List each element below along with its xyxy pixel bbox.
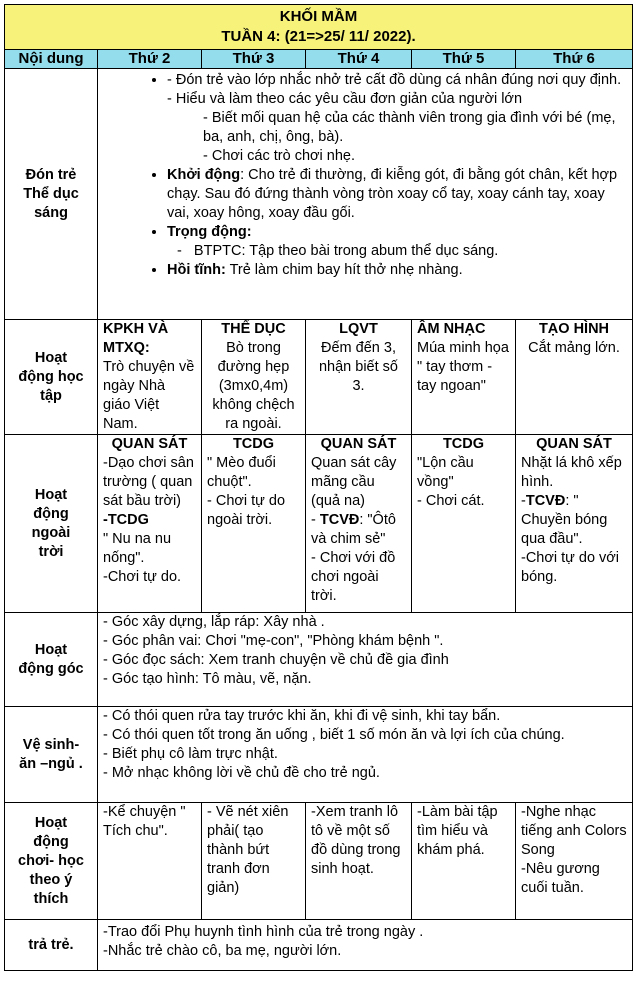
don-tre-games: - Chơi các trò chơi nhẹ. xyxy=(203,148,355,164)
header-monday: Thứ 2 xyxy=(98,50,202,69)
title-line-1: KHỐI MẦM xyxy=(279,8,358,25)
header-content: Nội dung xyxy=(5,50,98,69)
don-tre-item-1: • - Đón trẻ vào lớp nhắc nhở trẻ cất đồ dùng cá nhân đúng nơi quy định. - Hiểu và làm theo các yêu cầu đơn giản của người lớn xyxy=(167,71,627,109)
choi-monday: -Kể chuyện " Tích chu". xyxy=(98,803,202,920)
choi-friday: -Nghe nhạc tiếng anh Colors Song -Nêu gương cuối tuần. xyxy=(516,803,633,920)
ve-sinh-item: - Có thói quen tốt trong ăn uống , biết 1 số món ăn và lợi ích của chúng. xyxy=(103,727,565,743)
ve-sinh-item: - Có thói quen rửa tay trước khi ăn, khi đi vệ sinh, khi tay bẩn. xyxy=(103,708,501,724)
row-ngoai-troi xyxy=(5,435,633,613)
row-don-tre xyxy=(5,69,633,320)
ngoai-troi-wednesday: QUAN SÁT Quan sát cây mãng cầu (quả na) - TCVĐ: "Ôtô và chim sẻ" - Chơi với đồ chơi ngoài trời. xyxy=(306,435,412,613)
header-row xyxy=(5,50,633,69)
row-label-tra-tre: trả trẻ. xyxy=(5,920,98,971)
header-friday: Thứ 6 xyxy=(516,50,633,69)
tra-tre-content xyxy=(98,920,633,971)
weekly-plan-table xyxy=(4,4,633,971)
row-choi xyxy=(5,803,633,920)
hoc-tap-friday: TẠO HÌNH Cắt mảng lớn. xyxy=(516,320,633,435)
row-label-ngoai-troi: Hoạt động ngoài trời xyxy=(5,435,98,613)
row-label-choi: Hoạt động chơi- học theo ý thích xyxy=(5,803,98,920)
tra-tre-item: -Nhắc trẻ chào cô, ba mẹ, người lớn. xyxy=(103,943,342,959)
hoc-tap-monday: KPKH VÀ MTXQ: Trò chuyện về ngày Nhà giáo Việt Nam. xyxy=(98,320,202,435)
row-goc xyxy=(5,613,633,707)
hoc-tap-tuesday: THỂ DỤC Bò trong đường hẹp (3mx0,4m) không chệch ra ngoài. xyxy=(202,320,306,435)
header-tuesday: Thứ 3 xyxy=(202,50,306,69)
header-wednesday: Thứ 4 xyxy=(306,50,412,69)
tra-tre-item: -Trao đổi Phụ huynh tình hình của trẻ trong ngày . xyxy=(103,924,424,940)
don-tre-cooldown: • Hồi tĩnh: Trẻ làm chim bay hít thở nhẹ nhàng. xyxy=(167,261,627,280)
ngoai-troi-thursday: TCDG "Lộn cầu vồng" - Chơi cát. xyxy=(412,435,516,613)
ve-sinh-item: - Mở nhạc không lời về chủ đề cho trẻ ngủ. xyxy=(103,765,380,781)
goc-item: - Góc xây dựng, lắp ráp: Xây nhà . xyxy=(103,614,325,630)
ngoai-troi-monday: QUAN SÁT -Dạo chơi sân trường ( quan sát bầu trời) -TCDG " Nu na nu nống". -Chơi tự do. xyxy=(98,435,202,613)
don-tre-content xyxy=(98,69,633,320)
ve-sinh-content xyxy=(98,707,633,803)
row-label-don-tre: Đón trẻ Thể dục sáng xyxy=(5,69,98,320)
don-tre-warmup: • Khởi động: Cho trẻ đi thường, đi kiễng gót, đi bằng gót chân, kết hợp chạy. Sau đó đứng thành vòng tròn xoay cổ tay, xoay cánh tay, xoay vai, xoay hông, xoay đầu gối. xyxy=(167,166,627,223)
row-tra-tre xyxy=(5,920,633,971)
don-tre-relations: - Biết mối quan hệ của các thành viên trong gia đình với bé (mẹ, ba, anh, chị, ông, bà). xyxy=(203,110,616,145)
choi-thursday: -Làm bài tập tìm hiểu và khám phá. xyxy=(412,803,516,920)
goc-item: - Góc phân vai: Chơi "mẹ-con", "Phòng khám bệnh ". xyxy=(103,633,444,649)
row-label-hoc-tap: Hoạt động học tập xyxy=(5,320,98,435)
choi-wednesday: -Xem tranh lô tô về một số đồ dùng trong sinh hoạt. xyxy=(306,803,412,920)
ve-sinh-item: - Biết phụ cô làm trực nhật. xyxy=(103,746,278,762)
ngoai-troi-tuesday: TCDG " Mèo đuổi chuột". - Chơi tự do ngoài trời. xyxy=(202,435,306,613)
row-hoc-tap xyxy=(5,320,633,435)
choi-tuesday: - Vẽ nét xiên phải( tạo thành bứt tranh đơn giản) xyxy=(202,803,306,920)
hoc-tap-thursday: ÂM NHẠC Múa minh họa " tay thơm - tay ngoan" xyxy=(412,320,516,435)
goc-item: - Góc đọc sách: Xem tranh chuyện về chủ đề gia đình xyxy=(103,652,449,668)
don-tre-main: • Trọng động: xyxy=(167,223,627,242)
header-thursday: Thứ 5 xyxy=(412,50,516,69)
row-label-goc: Hoạt động góc xyxy=(5,613,98,707)
title-line-2: TUẦN 4: (21=>25/ 11/ 2022). xyxy=(221,28,416,45)
table-title xyxy=(5,5,633,50)
row-ve-sinh xyxy=(5,707,633,803)
goc-item: - Góc tạo hình: Tô màu, vẽ, nặn. xyxy=(103,671,312,687)
don-tre-main-text: - BTPTC: Tập theo bài trong abum thể dục sáng. xyxy=(177,243,499,259)
ngoai-troi-friday: QUAN SÁT Nhặt lá khô xếp hình. -TCVĐ: " Chuyền bóng qua đầu". -Chơi tự do với bóng. xyxy=(516,435,633,613)
goc-content xyxy=(98,613,633,707)
row-label-ve-sinh: Vệ sinh- ăn –ngủ . xyxy=(5,707,98,803)
hoc-tap-wednesday: LQVT Đếm đến 3, nhận biết số 3. xyxy=(306,320,412,435)
